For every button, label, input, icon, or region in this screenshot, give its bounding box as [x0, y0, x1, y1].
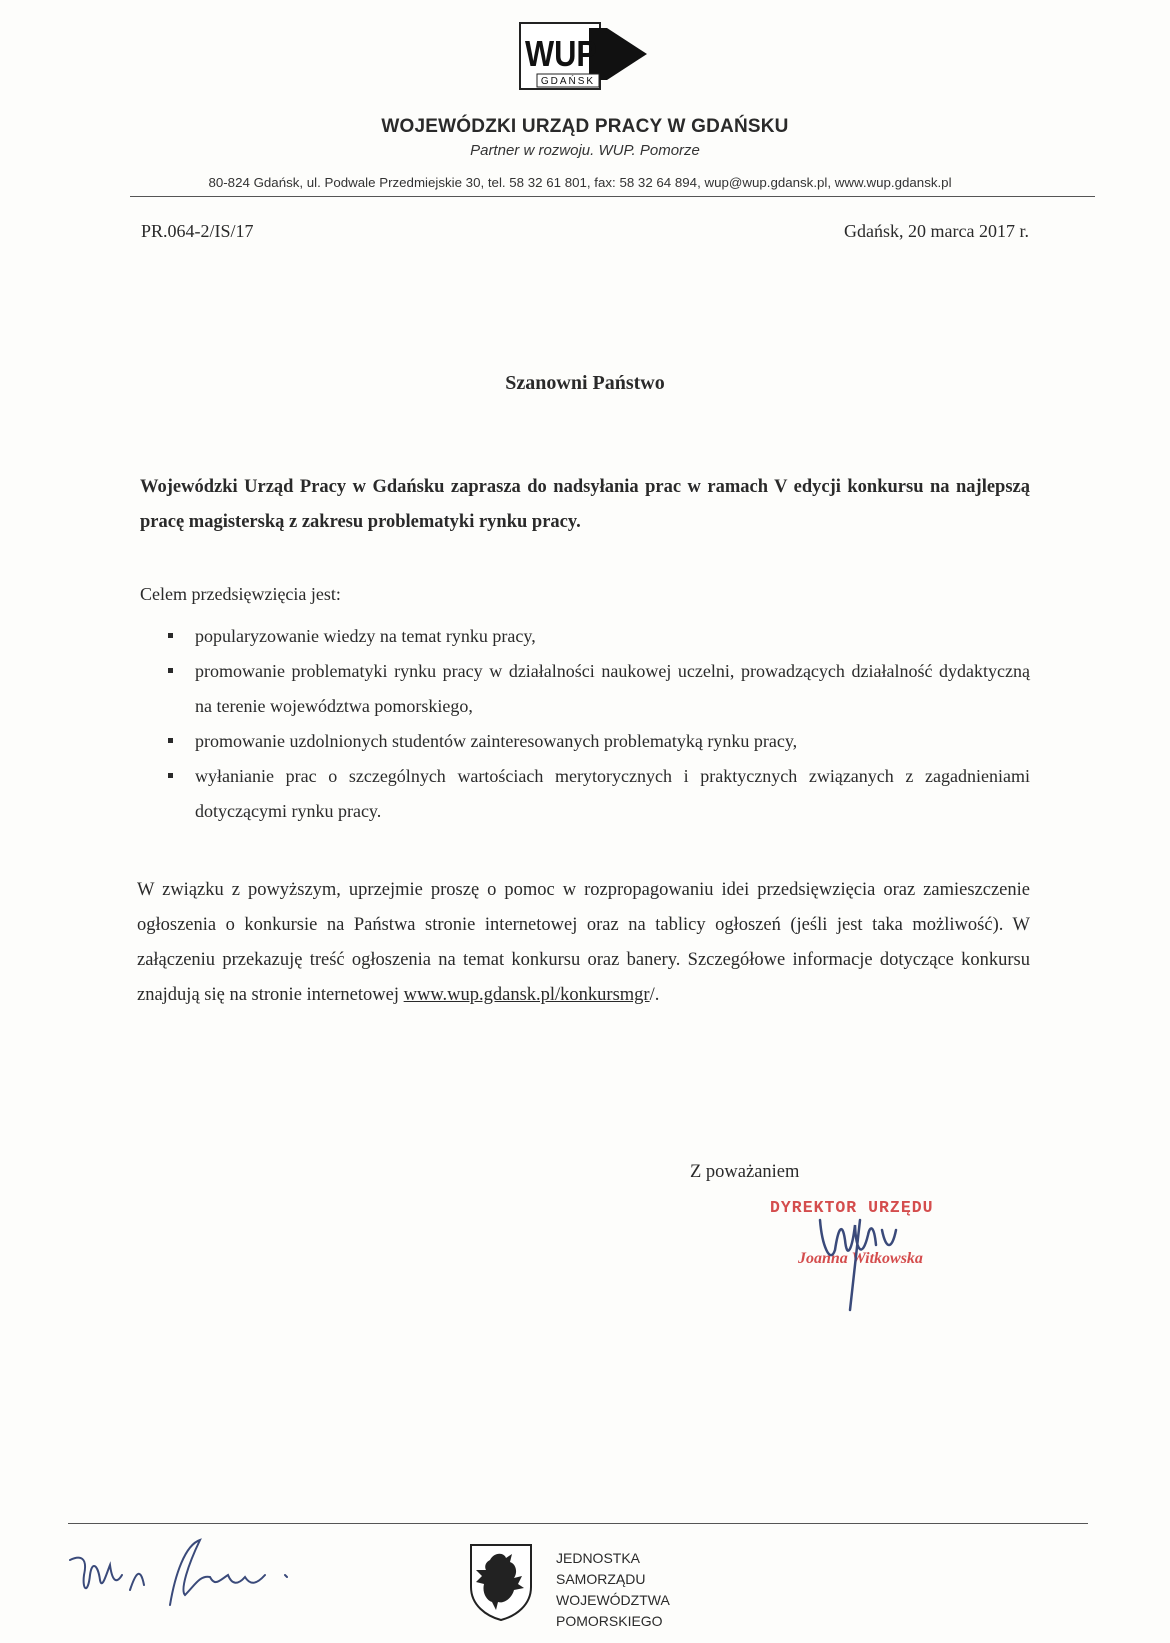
reference-number: PR.064-2/IS/17 — [141, 221, 254, 241]
unit-line-2: SAMORZĄDU — [556, 1571, 646, 1587]
bullet-icon — [168, 668, 173, 673]
logo-text: WUP — [525, 33, 597, 74]
director-stamp-title: DYREKTOR URZĘDU — [770, 1198, 934, 1217]
salutation: Szanowni Państwo — [505, 372, 665, 394]
request-text: W związku z powyższym, uprzejmie proszę o pomoc w rozpropagowaniu idei przedsięwzięcia oraz zamieszczenie ogłoszenia o konkursie na Państwa stronie internetowej oraz na tablicy ogłoszeń (jeśli jest taka możliwość). W załączeniu przekazuję treść ogłoszenia na temat konkursu oraz banery. Szczegółowe informacje dotyczące konkursu znajdują się na stronie internetowej — [137, 880, 1030, 1005]
footer-divider — [68, 1523, 1088, 1524]
unit-line-3: WOJEWÓDZTWA — [556, 1592, 670, 1608]
director-stamp-name: Joanna Witkowska — [798, 1250, 923, 1267]
organization-motto: Partner w rozwoju. WUP. Pomorze — [470, 142, 700, 159]
header-divider — [130, 196, 1095, 197]
director-signature — [790, 1190, 940, 1325]
wup-logo — [519, 22, 649, 92]
link-suffix: /. — [649, 985, 660, 1005]
list-item-text: promowanie uzdolnionych studentów zainteresowanych problematyką rynku pracy, — [195, 731, 798, 751]
list-item-text: promowanie problematyki rynku pracy w działalności naukowej uczelni, prowadzących działalność dydaktyczną na terenie województwa pomorskiego, — [195, 661, 1030, 716]
intro-paragraph: Wojewódzki Urząd Pracy w Gdańsku zaprasza do nadsyłania prac w ramach V edycji konkursu na najlepszą pracę magisterską z zakresu problematyki rynku pracy. — [140, 477, 1030, 532]
request-paragraph — [137, 873, 1030, 1013]
list-item — [140, 654, 1030, 724]
bullet-icon — [168, 633, 173, 638]
list-item — [140, 724, 1030, 759]
letter-date: Gdańsk, 20 marca 2017 r. — [844, 221, 1029, 241]
logo-subtext: GDAŃSK — [540, 76, 596, 87]
contest-link[interactable]: www.wup.gdansk.pl/konkursmgr — [403, 985, 650, 1005]
list-item-text: wyłanianie prac o szczególnych wartościach merytorycznych i praktycznych związanych z zagadnieniami dotyczącymi rynku pracy. — [195, 766, 1030, 821]
list-item — [140, 619, 1030, 654]
closing-regards: Z poważaniem — [690, 1162, 800, 1182]
bullet-icon — [168, 773, 173, 778]
unit-line-1: JEDNOSTKA — [556, 1550, 641, 1566]
pomorskie-crest-icon — [468, 1542, 534, 1622]
contact-address: 80-824 Gdańsk, ul. Podwale Przedmiejskie 30, tel. 58 32 61 801, fax: 58 32 64 894, wup@wup.gdansk.pl, www.wup.gdansk.pl — [208, 175, 952, 190]
aims-list — [140, 619, 1030, 829]
list-item-text: popularyzowanie wiedzy na temat rynku pracy, — [195, 626, 536, 646]
list-item — [140, 759, 1030, 829]
handwritten-initials — [60, 1535, 300, 1615]
aims-label: Celem przedsięwzięcia jest: — [140, 584, 341, 604]
organization-name: WOJEWÓDZKI URZĄD PRACY W GDAŃSKU — [381, 116, 789, 137]
bullet-icon — [168, 738, 173, 743]
unit-line-4: POMORSKIEGO — [556, 1613, 663, 1629]
